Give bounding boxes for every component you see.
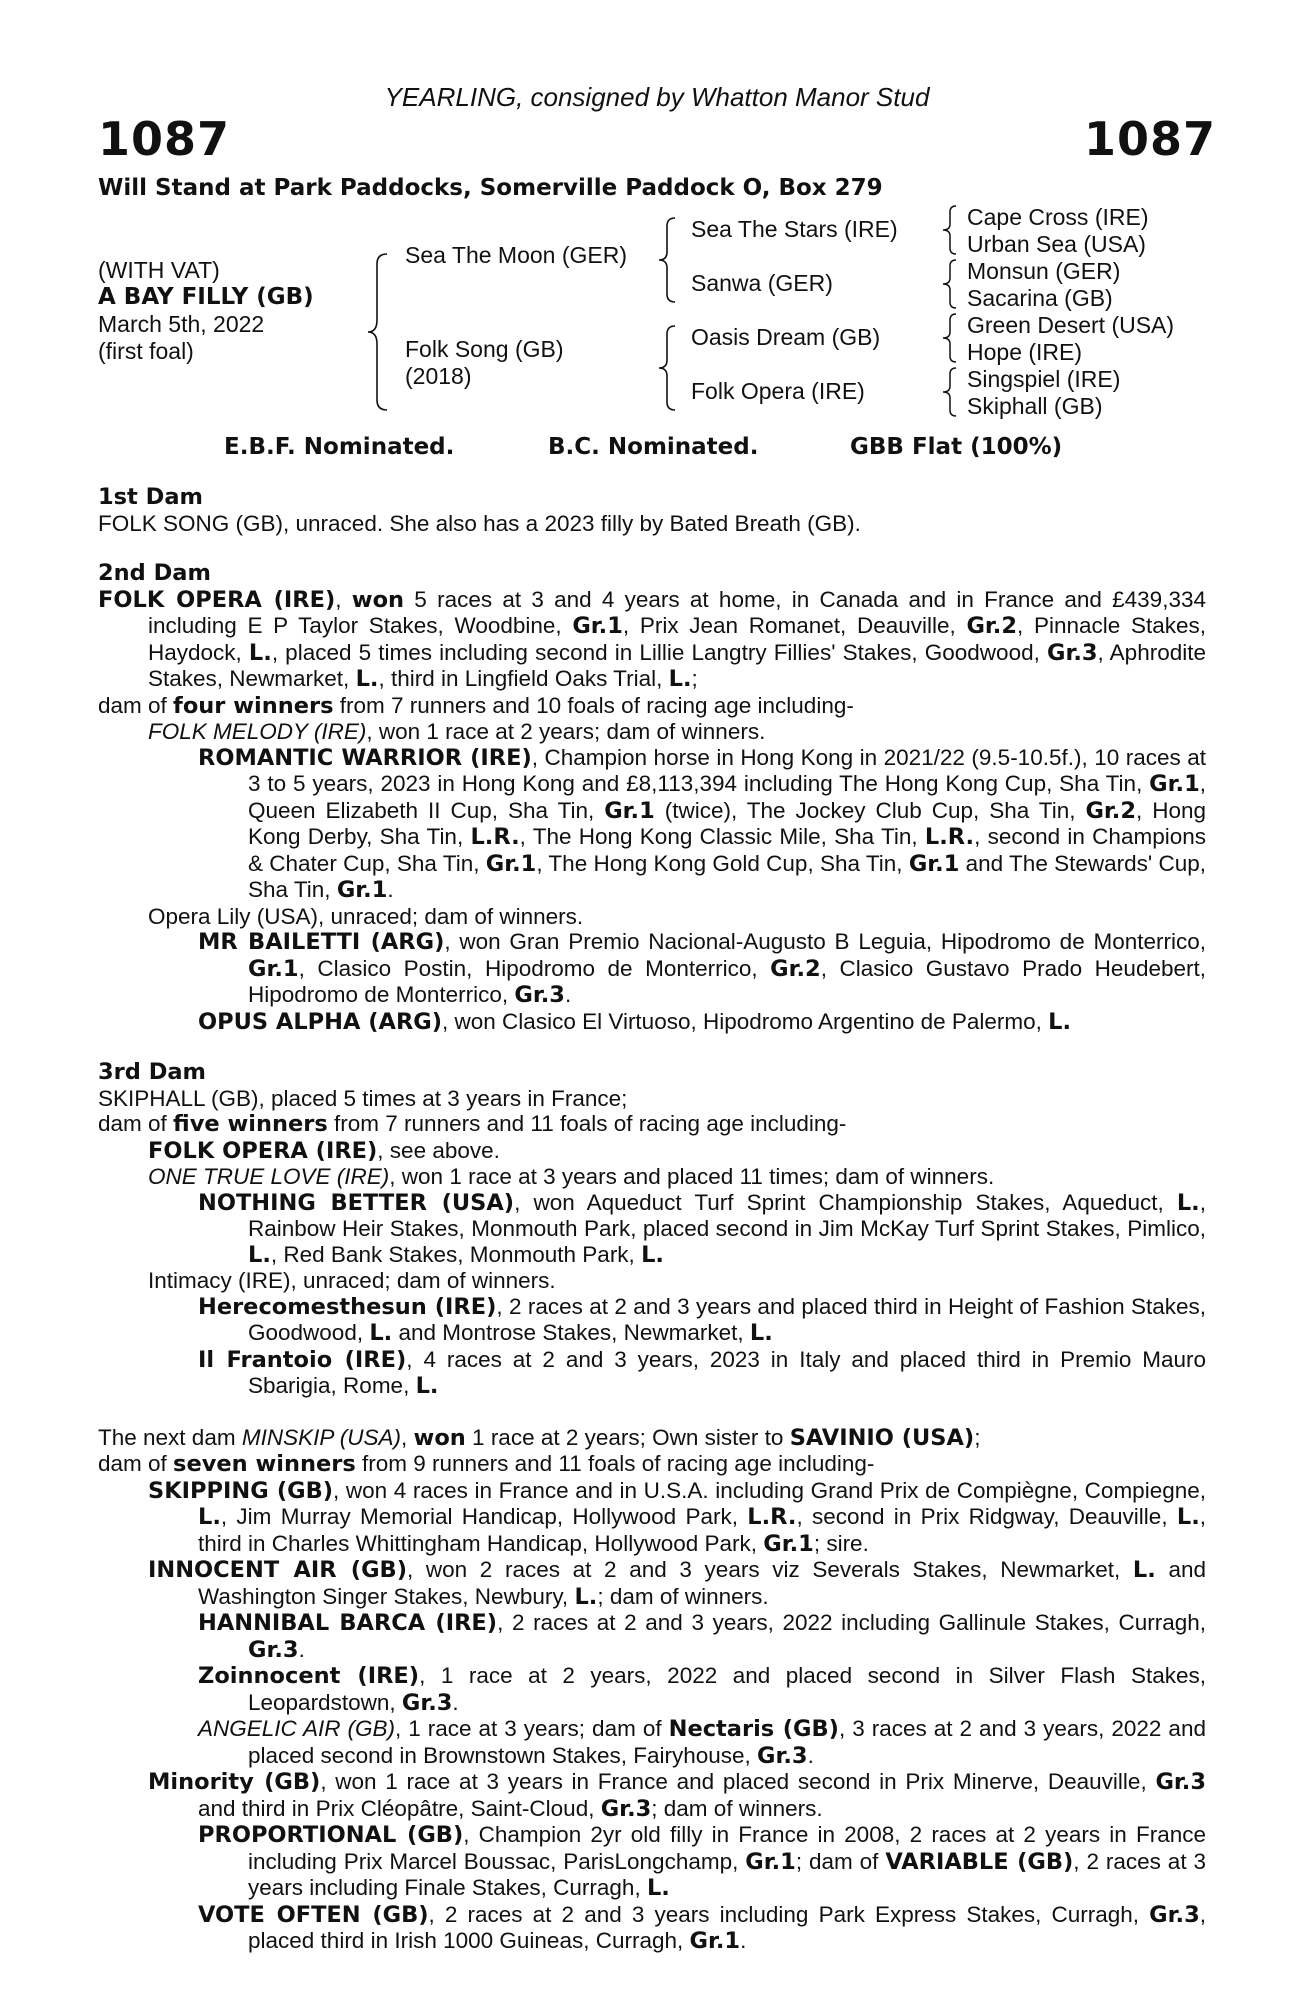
produce-entry: NOTHING BETTER (USA), won Aqueduct Turf Sprint Championship Stakes, Aqueduct, L., Rainbow Heir Stakes, Monmouth Park, placed second in Jim McKay Turf Sprint Stakes, Pimlico, L., Red Bank Stakes, Monmouth Park, L. xyxy=(198,1189,1206,1268)
dam-dam: Folk Opera (IRE) xyxy=(691,378,865,404)
ebf-nominated: E.B.F. Nominated. xyxy=(224,434,455,460)
pedigree-ggs: Monsun (GER) xyxy=(967,258,1121,284)
horse-name: A BAY FILLY (GB) xyxy=(98,284,314,310)
produce-entry: Zoinnocent (IRE), 1 race at 2 years, 2022 and placed second in Silver Flash Stakes, Leopardstown, Gr.3. xyxy=(198,1663,1206,1716)
produce-entry: SKIPPING (GB), won 4 races in France and in U.S.A. including Grand Prix de Compiègne, Compiegne, L., Jim Murray Memorial Handicap, Hollywood Park, L.R., second in Prix Ridgway, Deauville, L., third in Charles Whittingham Handicap, Hollywood Park, Gr.1; sire. xyxy=(148,1477,1207,1557)
lot-number-right: 1087 xyxy=(1083,112,1216,166)
pedigree-ggd: Skiphall (GB) xyxy=(967,393,1103,419)
brace-2b xyxy=(655,324,685,412)
horse-name: FOLK OPERA (IRE) xyxy=(98,586,336,613)
gbb-flat: GBB Flat (100%) xyxy=(850,434,1063,460)
third-dam-record: SKIPHALL (GB), placed 5 times at 3 years in France; xyxy=(98,1085,628,1111)
produce-entry: ANGELIC AIR (GB), 1 race at 3 years; dam of Nectaris (GB), 3 races at 2 and 3 years, 2022 and placed second in Brownstown Stakes, Fairyhouse, Gr.3. xyxy=(198,1716,1206,1769)
stand-location: Will Stand at Park Paddocks, Somerville Paddock O, Box 279 xyxy=(98,175,883,201)
brace-1 xyxy=(365,252,395,412)
produce-entry: OPUS ALPHA (ARG), won Clasico El Virtuoso, Hipodromo Argentino de Palermo, L. xyxy=(198,1008,1072,1035)
produce-entry: Minority (GB), won 1 race at 3 years in France and placed second in Prix Minerve, Deauville, Gr.3 and third in Prix Cléopâtre, Saint-Cloud, Gr.3; dam of winners. xyxy=(148,1769,1206,1822)
bc-nominated: B.C. Nominated. xyxy=(548,434,759,460)
second-dam-record: FOLK OPERA (IRE), won 5 races at 3 and 4 years at home, in Canada and in France and £439,334 including E P Taylor Stakes, Woodbine, Gr.1, Prix Jean Romanet, Deauville, Gr.2, Pinnacle Stakes, Haydock, L., placed 5 times including second in Lillie Langtry Fillies' Stakes, Goodwood, Gr.3, Aphrodite Stakes, Newmarket, L., third in Lingfield Oaks Trial, L.; xyxy=(98,586,1206,692)
dam-sire: Oasis Dream (GB) xyxy=(691,324,881,350)
vat-note: (WITH VAT) xyxy=(98,257,220,283)
pedigree-ggs: Singspiel (IRE) xyxy=(967,366,1121,392)
produce-entry: HANNIBAL BARCA (IRE), 2 races at 2 and 3 years, 2022 including Gallinule Stakes, Curragh, Gr.3. xyxy=(198,1610,1206,1663)
produce-entry: Opera Lily (USA), unraced; dam of winners. xyxy=(148,903,584,929)
produce-entry: PROPORTIONAL (GB), Champion 2yr old filly in France in 2008, 2 races at 2 years in France including Prix Marcel Boussac, ParisLongchamp, Gr.1; dam of VARIABLE (GB), 2 races at 3 years including Finale Stakes, Curragh, L. xyxy=(198,1822,1206,1901)
section-heading: 1st Dam xyxy=(98,484,203,510)
pedigree-ggs: Green Desert (USA) xyxy=(967,312,1175,338)
won-text: won xyxy=(351,586,405,613)
third-dam-produce: dam of five winners from 7 runners and 11 foals of racing age including- xyxy=(98,1111,847,1137)
produce-entry: FOLK OPERA (IRE), see above. xyxy=(148,1137,500,1164)
brace-3b xyxy=(938,258,962,310)
produce-entry: Il Frantoio (IRE), 4 races at 2 and 3 years, 2023 in Italy and placed third in Premio Mauro Sbarigia, Rome, L. xyxy=(198,1346,1207,1399)
catalogue-body xyxy=(98,485,1206,1955)
produce-entry: ONE TRUE LOVE (IRE), won 1 race at 3 years and placed 11 times; dam of winners. xyxy=(148,1164,995,1189)
sire: Sea The Moon (GER) xyxy=(405,242,628,268)
sire-sire: Sea The Stars (IRE) xyxy=(691,216,898,242)
pedigree-ggd: Hope (IRE) xyxy=(967,339,1083,365)
sire-dam: Sanwa (GER) xyxy=(691,270,833,296)
next-dam-produce: dam of seven winners from 9 runners and 11 foals of racing age including- xyxy=(98,1451,875,1477)
section-heading: 3rd Dam xyxy=(98,1059,206,1085)
section-heading: 2nd Dam xyxy=(98,560,211,586)
produce-entry: FOLK MELODY (IRE), won 1 race at 2 years; dam of winners. xyxy=(148,719,766,744)
produce-entry: ROMANTIC WARRIOR (IRE), Champion horse in Hong Kong in 2021/22 (9.5-10.5f.), 10 races at 3 to 5 years, 2023 in Hong Kong and £8,113,394 including The Hong Kong Cup, Sha Tin, Gr.1, Queen Elizabeth II Cup, Sha Tin, Gr.1 (twice), The Jockey Club Cup, Sha Tin, Gr.2, Hong Kong Derby, Sha Tin, L.R., The Hong Kong Classic Mile, Sha Tin, L.R., second in Champions & Chater Cup, Sha Tin, Gr.1, The Hong Kong Gold Cup, Sha Tin, Gr.1 and The Stewards' Cup, Sha Tin, Gr.1. xyxy=(198,744,1206,903)
produce-entry: VOTE OFTEN (GB), 2 races at 2 and 3 years including Park Express Stakes, Curragh, Gr.3, placed third in Irish 1000 Guineas, Curragh, Gr.1. xyxy=(198,1901,1206,1954)
dam: Folk Song (GB) xyxy=(405,336,564,362)
lot-number-left: 1087 xyxy=(98,112,231,166)
dam-year: (2018) xyxy=(405,363,472,389)
pedigree-ggs: Cape Cross (IRE) xyxy=(967,204,1149,230)
brace-3c xyxy=(938,312,962,364)
produce-entry: INNOCENT AIR (GB), won 2 races at 2 and 3 years viz Severals Stakes, Newmarket, L. and Washington Singer Stakes, Newbury, L.; dam of winners. xyxy=(148,1557,1207,1610)
pedigree-ggd: Sacarina (GB) xyxy=(967,285,1113,311)
produce-entry: Intimacy (IRE), unraced; dam of winners. xyxy=(148,1268,556,1293)
horse-dob: March 5th, 2022 xyxy=(98,311,265,337)
consignor-line: YEARLING, consigned by Whatton Manor Stud xyxy=(384,82,930,112)
pedigree-ggd: Urban Sea (USA) xyxy=(967,231,1146,257)
second-dam-produce: dam of four winners from 7 runners and 10 foals of racing age including- xyxy=(98,692,854,719)
brace-3d xyxy=(938,366,962,418)
next-dam-record: The next dam MINSKIP (USA), won 1 race at 2 years; Own sister to SAVINIO (USA); xyxy=(98,1424,981,1451)
horse-note: (first foal) xyxy=(98,338,194,364)
brace-2a xyxy=(655,216,685,304)
produce-entry: MR BAILETTI (ARG), won Gran Premio Nacional-Augusto B Leguia, Hipodromo de Monterrico, Gr.1, Clasico Postin, Hipodromo de Monterrico, Gr.2, Clasico Gustavo Prado Heudebert, Hipodromo de Monterrico, Gr.3. xyxy=(198,929,1206,1008)
brace-3a xyxy=(938,204,962,256)
produce-entry: Herecomesthesun (IRE), 2 races at 2 and 3 years and placed third in Height of Fashion Stakes, Goodwood, L. and Montrose Stakes, Newmarket, L. xyxy=(198,1293,1206,1346)
first-dam-text: FOLK SONG (GB), unraced. She also has a 2023 filly by Bated Breath (GB). xyxy=(98,510,861,536)
